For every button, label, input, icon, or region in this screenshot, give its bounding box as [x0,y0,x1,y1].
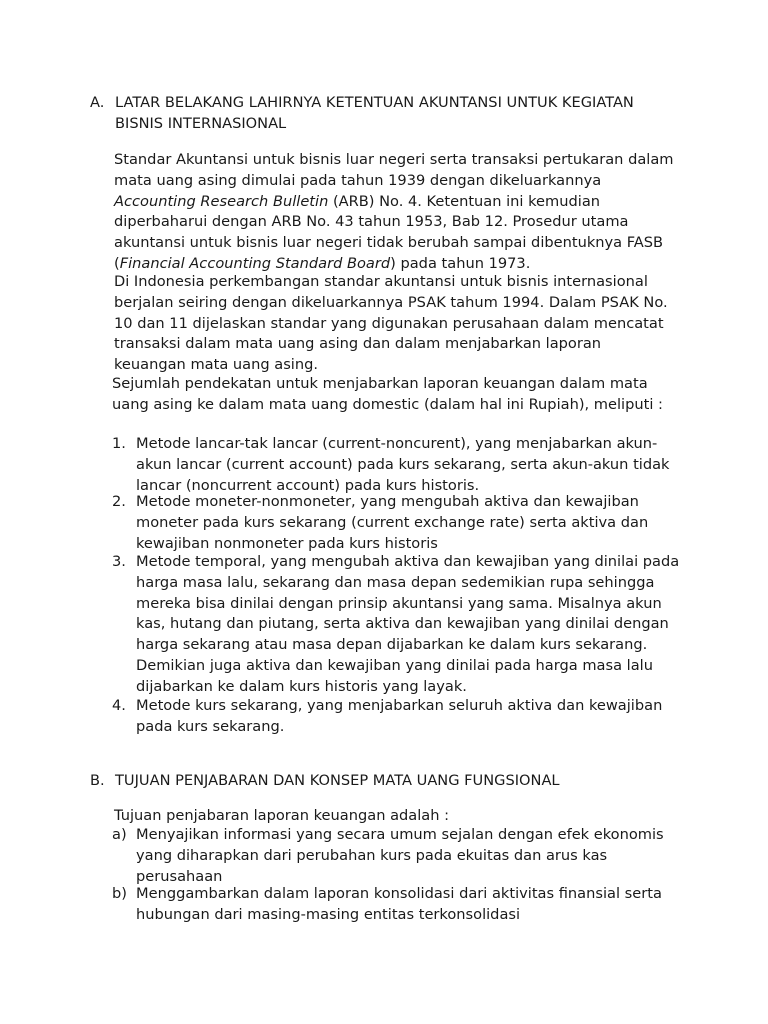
list-item-text: Metode temporal, yang mengubah aktiva dan kewajiban yang dinilai pada harga masa lalu, sekarang dan masa depan sedemikian rupa sehingga mereka bisa dinilai dengan prinsip akuntansi yang sama. Misalnya akun kas, hutang dan piutang, serta aktiva dan kewajiban yang dinilai dengan harga sekarang atau masa depan dijabarkan ke dalam kurs sekarang. Demikian juga aktiva dan kewajiban yang dinilai pada harga masa lalu dijabarkan ke dalam kurs historis yang layak. [136,553,680,695]
list-item-number: 3. [112,553,126,570]
section-b-intro: Tujuan penjabaran laporan keuangan adalah : [114,807,450,824]
list-item-letter: b) [112,885,127,902]
paragraph-1-text-1: Standar Akuntansi untuk bisnis luar negeri serta transaksi pertukaran dalam mata uang asing dimulai pada tahun 1939 dengan dikeluarkannya [114,151,674,189]
list-item-number: 1. [112,435,126,452]
list-item-number: 2. [112,493,126,510]
paragraph-1-text-3: ) pada tahun 1973. [390,254,531,272]
list-item-text: Metode lancar-tak lancar (current-noncurent), yang menjabarkan akun-akun lancar (current account) pada kurs sekarang, serta akun-akun tidak lancar (noncurrent account) pada kurs historis. [136,435,670,494]
section-a-paragraph-3: Sejumlah pendekatan untuk menjabarkan laporan keuangan dalam mata uang asing ke dalam mata uang domestic (dalam hal ini Rupiah), meliputi : [112,375,663,413]
section-b-letter: B. [90,772,105,789]
section-a-letter: A. [90,94,105,111]
section-b-title: TUJUAN PENJABARAN DAN KONSEP MATA UANG FUNGSIONAL [115,772,560,789]
list-item-text: Menggambarkan dalam laporan konsolidasi dari aktivitas finansial serta hubungan dari masing-masing entitas terkonsolidasi [136,885,662,923]
section-a-paragraph-2: Di Indonesia perkembangan standar akuntansi untuk bisnis internasional berjalan seiring dengan dikeluarkannya PSAK tahum 1994. Dalam PSAK No. 10 dan 11 dijelaskan standar yang digunakan perusahaan dalam mencatat transaksi dalam mata uang asing dan dalam menjabarkan laporan keuangan mata uang asing. [114,273,668,374]
section-a-title: LATAR BELAKANG LAHIRNYA KETENTUAN AKUNTANSI UNTUK KEGIATAN BISNIS INTERNASIONAL [115,94,634,132]
paragraph-1-italic-1: Accounting Research Bulletin [114,192,329,210]
paragraph-1-text-2: (ARB) No. 4. Ketentuan ini kemudian diperbaharui dengan ARB No. 43 tahun 1953, Bab 12. Prosedur utama akuntansi untuk bisnis luar negeri tidak berubah sampai dibentuknya FASB ( [114,192,664,272]
list-item-letter: a) [112,826,127,843]
list-item-number: 4. [112,697,126,714]
list-item-text: Metode moneter-nonmoneter, yang mengubah aktiva dan kewajiban moneter pada kurs sekarang (current exchange rate) serta aktiva dan kewajiban nonmoneter pada kurs historis [136,493,649,552]
paragraph-1-italic-2: Financial Accounting Standard Board [119,254,391,272]
list-item-text: Menyajikan informasi yang secara umum sejalan dengan efek ekonomis yang diharapkan dari perubahan kurs pada ekuitas dan arus kas perusahaan [136,826,664,885]
section-a-paragraph-1 [114,150,674,275]
list-item-text: Metode kurs sekarang, yang menjabarkan seluruh aktiva dan kewajiban pada kurs sekarang. [136,697,663,735]
